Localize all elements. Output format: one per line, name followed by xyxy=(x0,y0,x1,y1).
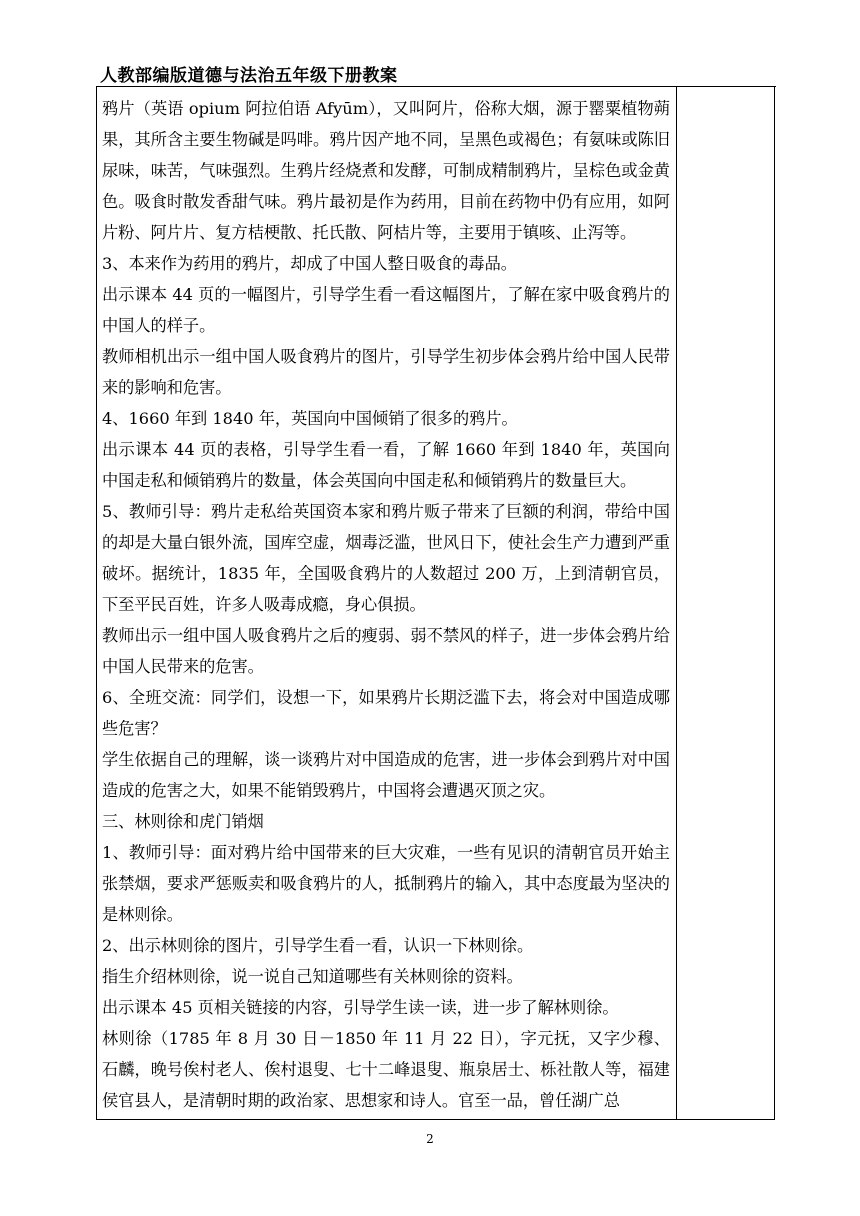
paragraph-teacher-images: 教师相机出示一组中国人吸食鸦片的图片，引导学生初步体会鸦片给中国人民带来的影响和危害。 xyxy=(102,347,670,397)
paragraph-lin-zexu-bio: 林则徐（1785 年 8 月 30 日－1850 年 11 月 22 日），字元抚，又字少穆、石麟，晚号俟村老人、俟村退叟、七十二峰退叟、瓶泉居士、栎社散人等，福建侯官县人，是清朝时期的政治家、思想家和诗人。官至一品，曾任湖广总 xyxy=(102,1029,670,1110)
paragraph-step-6: 6、全班交流：同学们，设想一下，如果鸦片长期泛滥下去，将会对中国造成哪些危害？ xyxy=(102,688,670,738)
lesson-plan-table xyxy=(96,87,775,1120)
column-divider xyxy=(676,87,677,1119)
paragraph-step-3: 3、本来作为药用的鸦片，却成了中国人整日吸食的毒品。 xyxy=(102,254,517,273)
paragraph-sec3-step-2: 2、出示林则徐的图片，引导学生看一看，认识一下林则徐。 xyxy=(102,936,534,955)
paragraph-sec3-step-1: 1、教师引导：面对鸦片给中国带来的巨大灾难，一些有见识的清朝官员开始主张禁烟，要求严惩贩卖和吸食鸦片的人，抵制鸦片的输入，其中态度最为坚决的是林则徐。 xyxy=(102,843,670,924)
page-number: 2 xyxy=(426,1132,434,1146)
lesson-content-cell xyxy=(102,93,670,1115)
paragraph-student-discussion: 学生依据自己的理解，谈一谈鸦片对中国造成的危害，进一步体会到鸦片对中国造成的危害之大，如果不能销毁鸦片，中国将会遭遇灭顶之灾。 xyxy=(102,750,670,800)
paragraph-teacher-images-2: 教师出示一组中国人吸食鸦片之后的瘦弱、弱不禁风的样子，进一步体会鸦片给中国人民带来的危害。 xyxy=(102,626,670,676)
document-header-title: 人教部编版道德与法治五年级下册教案 xyxy=(100,66,398,86)
paragraph-student-intro: 指生介绍林则徐，说一说自己知道哪些有关林则徐的资料。 xyxy=(102,967,523,986)
paragraph-related-link: 出示课本 45 页相关链接的内容，引导学生读一读，进一步了解林则徐。 xyxy=(102,998,619,1017)
section-heading-3: 三、林则徐和虎门销烟 xyxy=(102,812,264,831)
paragraph-textbook-image: 出示课本 44 页的一幅图片，引导学生看一看这幅图片，了解在家中吸食鸦片的中国人的样子。 xyxy=(102,285,670,335)
paragraph-opium-definition: 鸦片（英语 opium 阿拉伯语 Afyūm），又叫阿片，俗称大烟，源于罂粟植物蒴果，其所含主要生物碱是吗啡。鸦片因产地不同，呈黑色或褐色；有氨味或陈旧尿味，味苦，气味强烈。生鸦片经烧煮和发酵，可制成精制鸦片，呈棕色或金黄色。吸食时散发香甜气味。鸦片最初是作为药用，目前在药物中仍有应用，如阿片粉、阿片片、复方桔梗散、托氏散、阿桔片等，主要用于镇咳、止泻等。 xyxy=(102,99,670,242)
paragraph-step-4: 4、1660 年到 1840 年，英国向中国倾销了很多的鸦片。 xyxy=(102,409,518,428)
paragraph-step-5: 5、教师引导：鸦片走私给英国资本家和鸦片贩子带来了巨额的利润，带给中国的却是大量白银外流，国库空虚，烟毒泛滥，世风日下，使社会生产力遭到严重破坏。据统计，1835 年，全国吸食鸦片的人数超过 200 万，上到清朝官员，下至平民百姓，许多人吸毒成瘾，身心俱损。 xyxy=(102,502,670,614)
paragraph-textbook-table: 出示课本 44 页的表格，引导学生看一看，了解 1660 年到 1840 年，英国向中国走私和倾销鸦片的数量，体会英国向中国走私和倾销鸦片的数量巨大。 xyxy=(102,440,670,490)
